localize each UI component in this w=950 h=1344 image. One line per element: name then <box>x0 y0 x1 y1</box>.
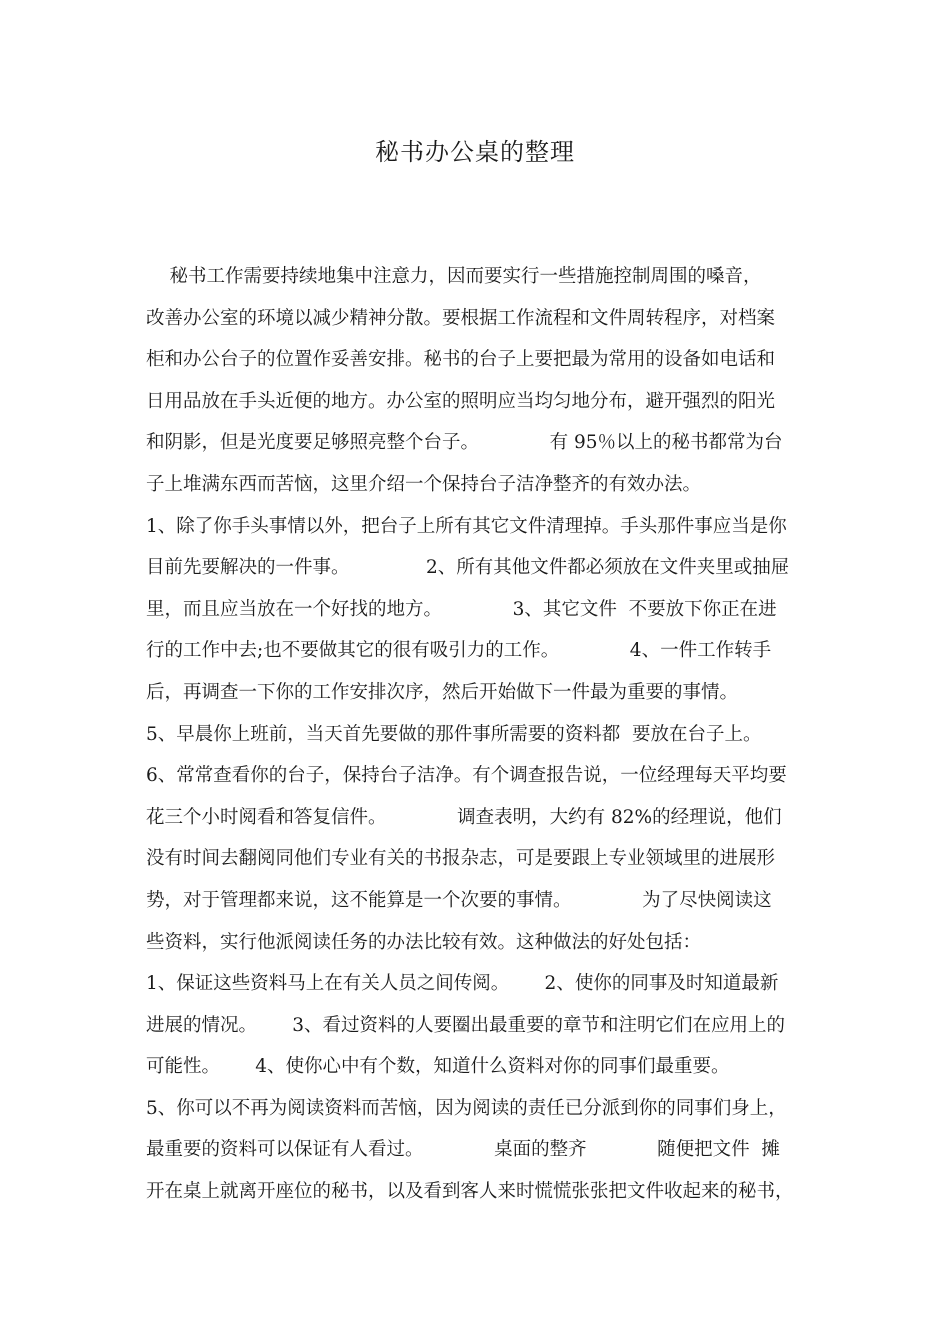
body-line: 些资料，实行他派阅读任务的办法比较有效。这种做法的好处包括： <box>146 931 702 953</box>
body-line: 改善办公室的环境以减少精神分散。要根据工作流程和文件周转程序，对档案 <box>146 307 776 329</box>
body-line: 花三个小时阅看和答复信件。 调查表明，大约有 82%的经理说，他们 <box>146 806 782 828</box>
body-line: 5、你可以不再为阅读资料而苦恼，因为阅读的责任已分派到你的同事们身上， <box>146 1097 787 1119</box>
body-line: 柜和办公台子的位置作妥善安排。秘书的台子上要把最为常用的设备如电话和 <box>146 349 776 371</box>
body-line: 最重要的资料可以保证有人看过。 桌面的整齐 随便把文件 摊 <box>146 1139 780 1161</box>
document-body <box>146 256 810 1213</box>
body-line: 可能性。 4、使你心中有个数，知道什么资料对你的同事们最重要。 <box>146 1056 730 1078</box>
body-line: 进展的情况。 3、看过资料的人要圈出最重要的章节和注明它们在应用上的 <box>146 1014 786 1036</box>
body-line: 没有时间去翻阅同他们专业有关的书报杂志，可是要跟上专业领域里的进展形 <box>146 848 776 870</box>
body-line: 6、常常查看你的台子，保持台子洁净。有个调查报告说，一位经理每天平均要 <box>146 765 787 787</box>
body-line: 日用品放在手头近便的地方。办公室的照明应当均匀地分布，避开强烈的阳光 <box>146 390 776 412</box>
body-line: 秘书工作需要持续地集中注意力，因而要实行一些措施控制周围的嗓音， <box>146 266 762 287</box>
body-line: 行的工作中去;也不要做其它的很有吸引力的工作。 4、一件工作转手 <box>146 640 772 662</box>
document-title: 秘书办公桌的整理 <box>375 138 575 166</box>
body-line: 后，再调查一下你的工作安排次序，然后开始做下一件最为重要的事情。 <box>146 681 739 703</box>
body-line: 5、早晨你上班前，当天首先要做的那件事所需要的资料都 要放在台子上。 <box>146 723 762 745</box>
body-line: 开在桌上就离开座位的秘书，以及看到客人来时慌慌张张把文件收起来的秘书， <box>146 1181 794 1203</box>
body-line: 和阴影，但是光度要足够照亮整个台子。 有 95％以上的秘书都常为台 <box>146 432 783 454</box>
body-line: 1、保证这些资料马上在有关人员之间传阅。 2、使你的同事及时知道最新 <box>146 973 779 995</box>
body-line: 里，而且应当放在一个好找的地方。 3、其它文件 不要放下你正在进 <box>146 598 777 620</box>
body-line: 势，对于管理都来说，这不能算是一个次要的事情。 为了尽快阅读这 <box>146 889 772 911</box>
body-line: 子上堆满东西而苦恼，这里介绍一个保持台子洁净整齐的有效办法。 <box>146 473 702 495</box>
body-line: 1、除了你手头事情以外，把台子上所有其它文件清理掉。手头那件事应当是你 <box>146 515 787 537</box>
body-line: 目前先要解决的一件事。 2、所有其他文件都必须放在文件夹里或抽屉 <box>146 557 790 579</box>
